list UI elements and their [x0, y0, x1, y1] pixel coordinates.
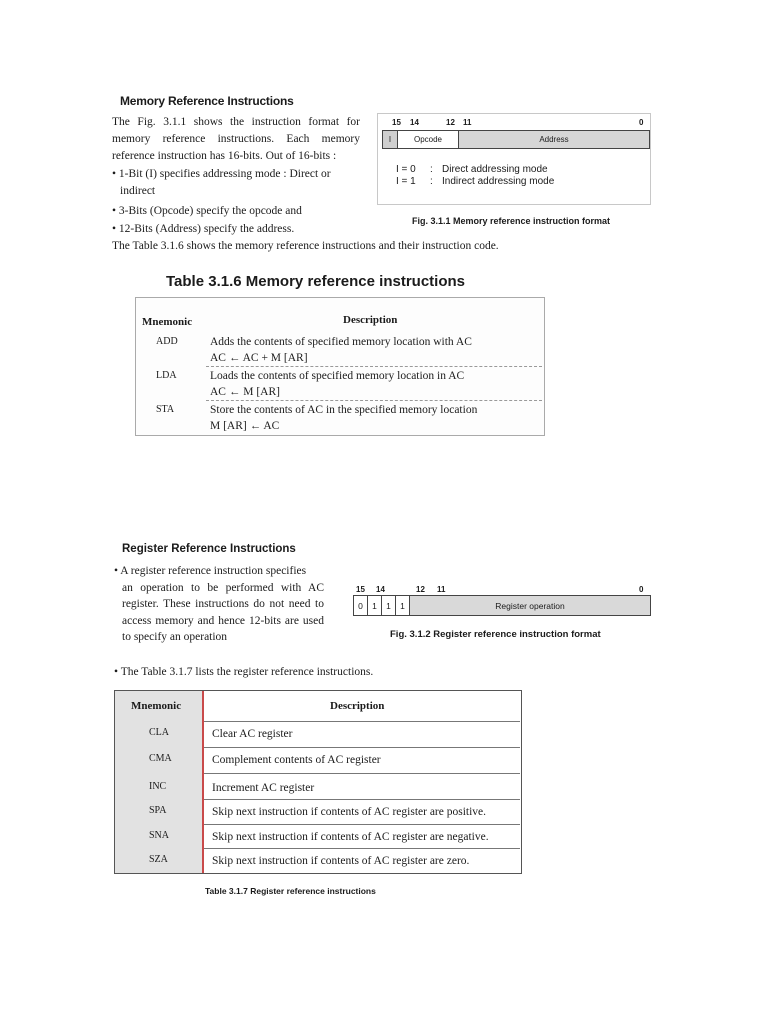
field-opcode: Opcode [398, 131, 459, 148]
table-header-description: Description [330, 700, 385, 712]
fig2-bit-11: 11 [437, 585, 446, 594]
row-divider [204, 848, 520, 849]
row-divider [204, 799, 520, 800]
indirect-mode-sep: : [430, 176, 433, 187]
fig1-bit-15: 15 [392, 118, 401, 127]
fig1-bit-14: 14 [410, 118, 419, 127]
fig2-bit-12: 12 [416, 585, 425, 594]
field-i: I [383, 131, 398, 148]
table-row [115, 723, 521, 747]
bit-cell: 1 [368, 596, 382, 615]
fig1-bit-11: 11 [463, 118, 472, 127]
fig1-bit-12: 12 [446, 118, 455, 127]
indirect-mode-key: I = 1 [396, 176, 416, 187]
row-description: Clear AC register [212, 728, 293, 740]
row-description [210, 334, 540, 366]
row-mnemonic: INC [149, 781, 167, 792]
fig2-bit-0: 0 [639, 585, 644, 594]
register-intro-rest: an operation to be performed with AC register. These instructions do not need to access memory and hence 12-bits are used to specify an operation [122, 581, 324, 643]
indirect-mode-text: Indirect addressing mode [442, 176, 555, 187]
row-divider [204, 824, 520, 825]
register-intro-paragraph [114, 563, 324, 646]
memory-table-note: The Table 3.1.6 shows the memory reference instructions and their instruction code. [112, 240, 499, 252]
row-mnemonic: CLA [149, 727, 169, 738]
memory-bullet-2: • 3-Bits (Opcode) specify the opcode and [112, 205, 302, 217]
table-header-mnemonic: Mnemonic [131, 700, 182, 712]
table-header-mnemonic: Mnemonic [142, 316, 193, 328]
row-mnemonic: ADD [156, 336, 178, 347]
addressing-mode-legend [396, 164, 554, 188]
row-description-line1: Loads the contents of specified memory location in AC [210, 370, 465, 382]
row-divider [206, 366, 542, 367]
fig-3-1-1-caption: Fig. 3.1.1 Memory reference instruction format [412, 216, 611, 226]
fig2-bit-14: 14 [376, 585, 385, 594]
row-mnemonic: SPA [149, 805, 167, 816]
row-description-line2: M [AR] ← AC [210, 420, 280, 432]
memory-intro-paragraph: The Fig. 3.1.1 shows the instruction format for memory reference instructions. Each memory reference instruction has 16-bits. Out of 16-bits : [112, 116, 360, 162]
row-description-line2: AC ← M [AR] [210, 386, 280, 398]
row-description: Skip next instruction if contents of AC register are positive. [212, 806, 487, 818]
table-row [115, 826, 521, 850]
row-mnemonic: CMA [149, 753, 172, 764]
register-table-note: • The Table 3.1.7 lists the register reference instructions. [114, 666, 374, 678]
memory-bullet-1-line1: • 1-Bit (I) specifies addressing mode : Direct or [112, 168, 331, 180]
row-description: Increment AC register [212, 782, 315, 794]
bit-cell: 0 [354, 596, 368, 615]
memory-instruction-bit-layout [382, 130, 650, 149]
row-description [210, 368, 540, 400]
register-section-heading: Register Reference Instructions [122, 543, 296, 555]
row-description-line2: AC ← AC + M [AR] [210, 352, 308, 364]
row-mnemonic: SNA [149, 830, 170, 841]
register-reference-table [114, 690, 522, 874]
row-mnemonic: SZA [149, 854, 168, 865]
memory-bullet-3: • 12-Bits (Address) specify the address. [112, 223, 295, 235]
row-mnemonic: STA [156, 404, 175, 415]
register-intro-line1: • A register reference instruction specifies [114, 565, 307, 577]
field-address: Address [459, 131, 649, 148]
table-row [115, 777, 521, 801]
row-divider [206, 400, 542, 401]
row-description: Skip next instruction if contents of AC register are negative. [212, 831, 489, 843]
register-instruction-bit-layout [353, 595, 651, 616]
direct-mode-key: I = 0 [396, 164, 416, 175]
direct-mode-text: Direct addressing mode [442, 164, 548, 175]
field-register-operation: Register operation [410, 596, 650, 615]
row-description-line1: Adds the contents of specified memory location with AC [210, 336, 472, 348]
indirect-mode-row [396, 176, 554, 188]
fig1-bit-0: 0 [639, 118, 644, 127]
table-3-1-6-title: Table 3.1.6 Memory reference instructions [166, 273, 465, 290]
row-description: Skip next instruction if contents of AC register are zero. [212, 855, 470, 867]
row-description: Complement contents of AC register [212, 754, 381, 766]
table-row [115, 749, 521, 773]
direct-mode-row [396, 164, 554, 176]
memory-reference-table [135, 297, 545, 436]
table-3-1-7-caption: Table 3.1.7 Register reference instructions [205, 886, 376, 896]
row-description-line1: Store the contents of AC in the specified memory location [210, 404, 478, 416]
memory-bullet-1-line2: indirect [120, 185, 156, 197]
fig2-bit-15: 15 [356, 585, 365, 594]
bit-cell: 1 [396, 596, 410, 615]
table-row [115, 801, 521, 825]
row-divider [204, 747, 520, 748]
row-divider [204, 773, 520, 774]
memory-bullet-1 [112, 166, 362, 200]
fig-3-1-2-caption: Fig. 3.1.2 Register reference instruction format [390, 629, 601, 640]
row-divider [204, 721, 520, 722]
row-description [210, 402, 540, 434]
table-header-description: Description [343, 314, 398, 326]
table-row [115, 850, 521, 874]
bit-cell: 1 [382, 596, 396, 615]
direct-mode-sep: : [430, 164, 433, 175]
memory-section-heading: Memory Reference Instructions [120, 94, 294, 108]
row-mnemonic: LDA [156, 370, 177, 381]
